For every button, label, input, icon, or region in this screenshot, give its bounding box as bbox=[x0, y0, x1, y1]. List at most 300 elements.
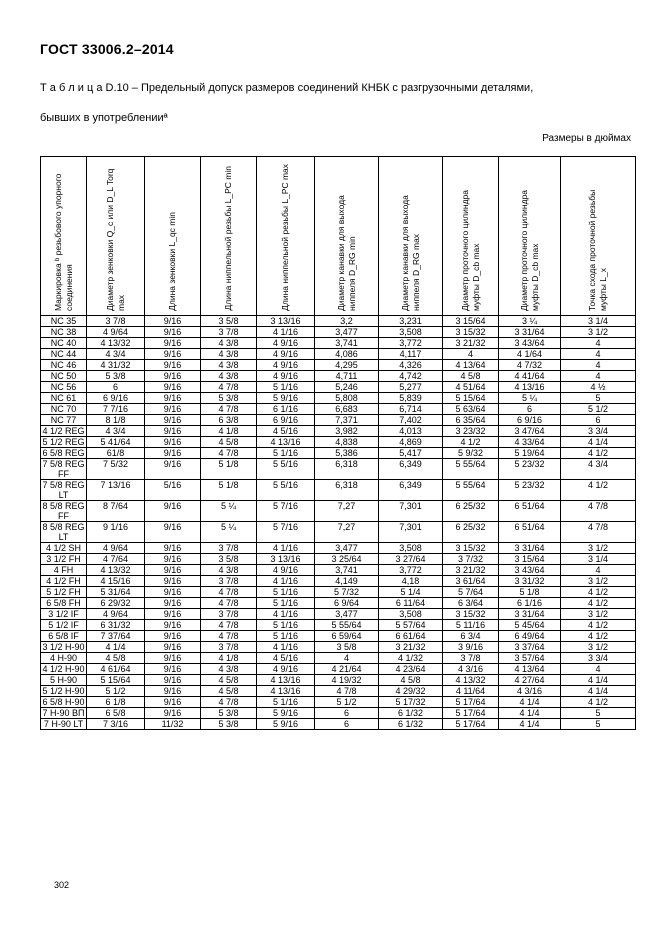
table-body bbox=[41, 316, 636, 730]
tolerance-table bbox=[40, 156, 636, 730]
table-cell: 5 3/8 bbox=[201, 393, 257, 404]
table-cell: 4 13/16 bbox=[257, 675, 315, 686]
table-cell: 4 7/8 bbox=[201, 448, 257, 459]
table-cell: 4,149 bbox=[315, 576, 379, 587]
table-cell: 3,772 bbox=[379, 565, 443, 576]
table-cell: 3 23/32 bbox=[443, 426, 499, 437]
table-cell: 4 5/16 bbox=[257, 653, 315, 664]
table-cell: 5 7/64 bbox=[443, 587, 499, 598]
table-cell: 3 15/32 bbox=[443, 609, 499, 620]
table-cell: 6 9/16 bbox=[499, 415, 561, 426]
row-label: 5 1/2 REG bbox=[42, 437, 85, 447]
table-cell: 5 1/16 bbox=[257, 587, 315, 598]
table-cell: 3 5/8 bbox=[315, 642, 379, 653]
row-label: 4 1/2 SH bbox=[41, 543, 87, 554]
table-cell: 5 31/64 bbox=[87, 587, 145, 598]
table-cell: 4 1/8 bbox=[201, 653, 257, 664]
row-label: 7 5/8 REG LT bbox=[42, 480, 85, 500]
table-cell: 3 1/2 bbox=[561, 576, 636, 587]
table-cell: 6 9/16 bbox=[87, 393, 145, 404]
table-cell: 6 51/64 bbox=[499, 522, 561, 543]
column-header-label: Маркировка ᵇ резьбового упорного соединения bbox=[52, 173, 74, 311]
table-cell: 4 15/16 bbox=[87, 576, 145, 587]
row-label: 5 1/2 IF bbox=[41, 620, 87, 631]
page-number: 302 bbox=[54, 880, 70, 890]
table-cell: 3,2 bbox=[315, 316, 379, 327]
table-cell: 3 7/8 bbox=[201, 609, 257, 620]
table-cell: 4,117 bbox=[379, 349, 443, 360]
table-row bbox=[41, 642, 636, 653]
table-cell: 6 3/8 bbox=[201, 415, 257, 426]
row-label: 6 5/8 IF bbox=[41, 631, 87, 642]
table-cell: 3 15/32 bbox=[443, 327, 499, 338]
table-cell: 5,839 bbox=[379, 393, 443, 404]
table-cell: 3 57/64 bbox=[499, 653, 561, 664]
caption-line-2: бывших в употребленииª bbox=[40, 112, 168, 124]
table-cell: 4,838 bbox=[315, 437, 379, 448]
caption-line-1: Т а б л и ц а D.10 – Предельный допуск размеров соединений КНБК с разгрузочными деталями, bbox=[40, 82, 534, 94]
row-label: 4 1/2 H-90 bbox=[42, 664, 85, 674]
table-row bbox=[41, 554, 636, 565]
row-label: 3 1/2 FH bbox=[41, 554, 87, 565]
row-label: 6 5/8 REG bbox=[42, 448, 85, 458]
table-cell: 7,27 bbox=[315, 522, 379, 543]
table-cell: 4 9/64 bbox=[87, 327, 145, 338]
table-cell: 6 3/4 bbox=[443, 631, 499, 642]
table-cell: 6,318 bbox=[315, 480, 379, 501]
table-cell: 4 1/16 bbox=[257, 576, 315, 587]
table-cell: 4 5/16 bbox=[257, 426, 315, 437]
table-cell: 9/16 bbox=[145, 459, 201, 480]
table-cell: 9/16 bbox=[145, 327, 201, 338]
table-cell: 9 1/16 bbox=[87, 522, 145, 543]
table-row bbox=[41, 653, 636, 664]
table-cell: 3 43/64 bbox=[499, 565, 561, 576]
table-cell: 4 bbox=[561, 338, 636, 349]
table-cell: 3,231 bbox=[379, 316, 443, 327]
table-cell: 8 7/64 bbox=[87, 501, 145, 522]
row-label: 3 1/2 IF bbox=[41, 609, 87, 620]
table-cell: 5,808 bbox=[315, 393, 379, 404]
table-cell: 3 1/4 bbox=[561, 554, 636, 565]
table-cell: 4 5/8 bbox=[87, 653, 145, 664]
table-cell: 4 21/64 bbox=[315, 664, 379, 675]
row-label: NC 38 bbox=[41, 327, 87, 338]
table-cell: 4 1/4 bbox=[499, 708, 561, 719]
table-cell: 4 9/16 bbox=[257, 664, 315, 675]
table-cell: 4 7/8 bbox=[201, 382, 257, 393]
column-header-label: Диаметр проточного цилиндра муфты D_cb max bbox=[518, 190, 540, 311]
table-cell: 4 9/64 bbox=[87, 543, 145, 554]
table-cell: 5 55/64 bbox=[315, 620, 379, 631]
table-cell: 3,508 bbox=[379, 327, 443, 338]
column-header-label: Длина ниппельной резьбы L_PC max bbox=[280, 164, 290, 311]
row-label: 8 5/8 REG FF bbox=[42, 501, 85, 521]
table-row bbox=[41, 697, 636, 708]
table-row bbox=[41, 382, 636, 393]
row-label: NC 44 bbox=[41, 349, 87, 360]
table-cell: 3 3/4 bbox=[561, 653, 636, 664]
table-cell: 6 25/32 bbox=[443, 501, 499, 522]
table-cell: 9/16 bbox=[145, 697, 201, 708]
table-cell: 6 9/16 bbox=[257, 415, 315, 426]
table-cell: 5 1/8 bbox=[201, 480, 257, 501]
table-cell: 5 ¼ bbox=[499, 393, 561, 404]
table-cell: 5 bbox=[561, 393, 636, 404]
table-row bbox=[41, 675, 636, 686]
table-cell: 9/16 bbox=[145, 404, 201, 415]
table-row bbox=[41, 598, 636, 609]
table-cell: 3 43/64 bbox=[499, 338, 561, 349]
table-cell: 3 31/64 bbox=[499, 327, 561, 338]
table-cell: 4 13/64 bbox=[499, 664, 561, 675]
row-label: 8 5/8 REG LT bbox=[42, 522, 85, 542]
table-cell: 9/16 bbox=[145, 642, 201, 653]
table-cell: 6 1/8 bbox=[87, 697, 145, 708]
table-cell: 3 1/2 bbox=[561, 543, 636, 554]
document-code: ГОСТ 33006.2–2014 bbox=[40, 41, 174, 57]
table-cell: 5 55/64 bbox=[443, 480, 499, 501]
table-row bbox=[41, 620, 636, 631]
table-cell: 4 1/2 bbox=[443, 437, 499, 448]
units-note: Размеры в дюймах bbox=[542, 133, 631, 144]
table-cell: 4 7/32 bbox=[499, 360, 561, 371]
table-cell: 3,741 bbox=[315, 565, 379, 576]
table-cell: 6 1/16 bbox=[257, 404, 315, 415]
table-cell: 5 23/32 bbox=[499, 459, 561, 480]
table-cell: 4,711 bbox=[315, 371, 379, 382]
table-row bbox=[41, 327, 636, 338]
table-cell: 3 ¼ bbox=[499, 316, 561, 327]
table-cell: 9/16 bbox=[145, 360, 201, 371]
table-cell: 4 13/32 bbox=[87, 565, 145, 576]
table-cell: 4 7/8 bbox=[561, 522, 636, 543]
row-label: 6 5/8 FH bbox=[41, 598, 87, 609]
table-row bbox=[41, 404, 636, 415]
table-cell: 7 7/16 bbox=[87, 404, 145, 415]
column-header-label: Точка схода проточной резьбы муфты L_x bbox=[587, 189, 608, 311]
table-cell: 4 7/8 bbox=[201, 598, 257, 609]
table-cell: 5 1/16 bbox=[257, 620, 315, 631]
table-cell: 5 1/2 bbox=[87, 686, 145, 697]
table-cell: 4 7/8 bbox=[201, 587, 257, 598]
table-row bbox=[41, 609, 636, 620]
table-cell: 9/16 bbox=[145, 565, 201, 576]
row-label: NC 77 bbox=[41, 415, 87, 426]
table-cell: 4 3/8 bbox=[201, 565, 257, 576]
table-cell: 5 9/16 bbox=[257, 393, 315, 404]
table-cell: 4,326 bbox=[379, 360, 443, 371]
table-cell: 4 29/32 bbox=[379, 686, 443, 697]
table-cell: 9/16 bbox=[145, 609, 201, 620]
column-header bbox=[201, 157, 257, 316]
table-cell: 3 1/2 bbox=[561, 642, 636, 653]
row-label: 4 1/2 FH bbox=[41, 576, 87, 587]
table-cell: 9/16 bbox=[145, 686, 201, 697]
table-cell: 6 bbox=[499, 404, 561, 415]
column-header bbox=[379, 157, 443, 316]
column-header bbox=[257, 157, 315, 316]
table-cell: 3 61/64 bbox=[443, 576, 499, 587]
table-cell: 4 19/32 bbox=[315, 675, 379, 686]
table-cell: 4 13/32 bbox=[443, 675, 499, 686]
table-cell: 6 1/32 bbox=[379, 708, 443, 719]
table-cell: 4 1/2 bbox=[561, 598, 636, 609]
row-label: 5 1/2 H-90 bbox=[42, 686, 85, 696]
table-cell: 5 5/16 bbox=[257, 480, 315, 501]
table-cell: 6 59/64 bbox=[315, 631, 379, 642]
table-cell: 5 3/8 bbox=[201, 708, 257, 719]
table-cell: 4 13/32 bbox=[87, 338, 145, 349]
table-cell: 4 bbox=[561, 565, 636, 576]
table-cell: 4 9/16 bbox=[257, 360, 315, 371]
table-cell: 4 7/8 bbox=[201, 620, 257, 631]
table-row bbox=[41, 480, 636, 501]
table-cell: 9/16 bbox=[145, 675, 201, 686]
table-cell: 9/16 bbox=[145, 349, 201, 360]
table-cell: 9/16 bbox=[145, 338, 201, 349]
table-cell: 4 3/8 bbox=[201, 360, 257, 371]
table-cell: 4 3/8 bbox=[201, 338, 257, 349]
table-cell: 3 1/2 bbox=[561, 327, 636, 338]
table-cell: 4 1/16 bbox=[257, 642, 315, 653]
table-cell: 7 37/64 bbox=[87, 631, 145, 642]
table-row bbox=[41, 393, 636, 404]
table-cell: 4 1/2 bbox=[561, 620, 636, 631]
table-cell: 4 3/16 bbox=[499, 686, 561, 697]
table-cell: 5 5/16 bbox=[257, 459, 315, 480]
table-cell: 3 9/16 bbox=[443, 642, 499, 653]
column-header bbox=[499, 157, 561, 316]
column-header-label: Диаметр зенковки Q_c или D_L Torq max bbox=[104, 168, 126, 311]
table-row bbox=[41, 664, 636, 675]
table-cell: 9/16 bbox=[145, 554, 201, 565]
table-cell: 4 13/64 bbox=[443, 360, 499, 371]
table-cell: 4 9/16 bbox=[257, 338, 315, 349]
table-row bbox=[41, 686, 636, 697]
table-row bbox=[41, 448, 636, 459]
table-cell: 5,246 bbox=[315, 382, 379, 393]
table-cell: 5 17/32 bbox=[379, 697, 443, 708]
table-cell: 3 31/32 bbox=[499, 576, 561, 587]
table-cell: 5 1/16 bbox=[257, 631, 315, 642]
table-row bbox=[41, 371, 636, 382]
table-cell: 4 1/8 bbox=[201, 426, 257, 437]
column-header-label: Диаметр проточного цилиндра муфты D_cb max bbox=[459, 190, 481, 311]
table-cell: 5 45/64 bbox=[499, 620, 561, 631]
table-cell: 6 1/32 bbox=[379, 719, 443, 730]
table-cell: 4 ½ bbox=[561, 382, 636, 393]
table-cell: 6 bbox=[561, 415, 636, 426]
table-row bbox=[41, 501, 636, 522]
table-cell: 4 9/16 bbox=[257, 371, 315, 382]
table-cell: 4 3/8 bbox=[201, 349, 257, 360]
table-cell: 7 5/32 bbox=[87, 459, 145, 480]
table-cell: 3,477 bbox=[315, 609, 379, 620]
table-cell: 4 3/16 bbox=[443, 664, 499, 675]
table-cell: 7,27 bbox=[315, 501, 379, 522]
row-label: NC 61 bbox=[41, 393, 87, 404]
table-cell: 8 1/8 bbox=[87, 415, 145, 426]
table-cell: 5 19/64 bbox=[499, 448, 561, 459]
table-cell: 7,371 bbox=[315, 415, 379, 426]
table-row bbox=[41, 631, 636, 642]
table-cell: 4 1/4 bbox=[87, 642, 145, 653]
table-cell: 9/16 bbox=[145, 382, 201, 393]
table-cell: 5 9/16 bbox=[257, 708, 315, 719]
table-cell: 6,349 bbox=[379, 480, 443, 501]
table-cell: 5 1/2 bbox=[315, 697, 379, 708]
table-cell: 7,402 bbox=[379, 415, 443, 426]
row-label: 4 H-90 bbox=[41, 653, 87, 664]
table-row bbox=[41, 587, 636, 598]
table-cell: 9/16 bbox=[145, 426, 201, 437]
table-cell: 4 5/8 bbox=[443, 371, 499, 382]
table-cell: 3 27/64 bbox=[379, 554, 443, 565]
table-cell: 4 13/16 bbox=[257, 437, 315, 448]
table-cell: 4,086 bbox=[315, 349, 379, 360]
table-cell: 3 15/32 bbox=[443, 543, 499, 554]
table-cell: 9/16 bbox=[145, 448, 201, 459]
table-cell: 6 1/16 bbox=[499, 598, 561, 609]
table-cell: 4 1/4 bbox=[561, 437, 636, 448]
column-header bbox=[87, 157, 145, 316]
table-cell: 3 7/8 bbox=[201, 327, 257, 338]
table-cell: 4 1/16 bbox=[257, 543, 315, 554]
table-cell: 3,982 bbox=[315, 426, 379, 437]
table-cell: 3 7/8 bbox=[201, 642, 257, 653]
table-cell: 4,742 bbox=[379, 371, 443, 382]
table-cell: 4 3/4 bbox=[87, 426, 145, 437]
table-cell: 4 7/8 bbox=[561, 501, 636, 522]
table-cell: 7 3/16 bbox=[87, 719, 145, 730]
table-cell: 3 7/8 bbox=[201, 576, 257, 587]
table-cell: 5,386 bbox=[315, 448, 379, 459]
table-cell: 4 23/64 bbox=[379, 664, 443, 675]
table-cell: 3 21/32 bbox=[443, 565, 499, 576]
table-cell: 3 15/64 bbox=[499, 554, 561, 565]
table-cell: 4 3/4 bbox=[87, 349, 145, 360]
row-label: NC 35 bbox=[41, 316, 87, 327]
table-cell: 3,508 bbox=[379, 609, 443, 620]
table-cell: 4 1/4 bbox=[561, 686, 636, 697]
column-header bbox=[561, 157, 636, 316]
table-cell: 4 1/2 bbox=[561, 480, 636, 501]
table-cell: 4 41/64 bbox=[499, 371, 561, 382]
table-cell: 6 61/64 bbox=[379, 631, 443, 642]
table-cell: 6 bbox=[315, 708, 379, 719]
table-cell: 5 7/16 bbox=[257, 501, 315, 522]
table-cell: 4 9/64 bbox=[87, 609, 145, 620]
table-cell: 4 5/8 bbox=[379, 675, 443, 686]
table-cell: 3 15/64 bbox=[443, 316, 499, 327]
table-cell: 9/16 bbox=[145, 415, 201, 426]
table-cell: 5 57/64 bbox=[379, 620, 443, 631]
table-cell: 11/32 bbox=[145, 719, 201, 730]
table-cell: 5 1/16 bbox=[257, 598, 315, 609]
table-cell: 3,772 bbox=[379, 338, 443, 349]
table-cell: 4 1/32 bbox=[379, 653, 443, 664]
table-cell: 5 11/16 bbox=[443, 620, 499, 631]
table-cell: 4 7/64 bbox=[87, 554, 145, 565]
table-cell: 4 1/2 bbox=[561, 587, 636, 598]
table-cell: 4 bbox=[561, 664, 636, 675]
row-label: 7 H-90 LT bbox=[41, 719, 87, 730]
table-cell: 5 1/16 bbox=[257, 448, 315, 459]
table-cell: 5 17/64 bbox=[443, 708, 499, 719]
table-cell: 3 7/8 bbox=[443, 653, 499, 664]
table-cell: 4,013 bbox=[379, 426, 443, 437]
table-cell: 6 49/64 bbox=[499, 631, 561, 642]
table-cell: 4 bbox=[561, 349, 636, 360]
table-cell: 6 31/32 bbox=[87, 620, 145, 631]
table-cell: 4 61/64 bbox=[87, 664, 145, 675]
table-cell: 61/8 bbox=[87, 448, 145, 459]
table-cell: 4 33/64 bbox=[499, 437, 561, 448]
table-cell: 4 3/4 bbox=[561, 459, 636, 480]
table-cell: 5 1/4 bbox=[379, 587, 443, 598]
table-cell: 3 5/8 bbox=[201, 316, 257, 327]
table-cell: 5 15/64 bbox=[87, 675, 145, 686]
table-cell: 3 21/32 bbox=[443, 338, 499, 349]
table-cell: 5 15/64 bbox=[443, 393, 499, 404]
table-cell: 5 41/64 bbox=[87, 437, 145, 448]
table-cell: 4 5/8 bbox=[201, 437, 257, 448]
table-cell: 3 7/8 bbox=[87, 316, 145, 327]
row-label: 4 FH bbox=[41, 565, 87, 576]
column-header bbox=[41, 157, 87, 316]
table-row bbox=[41, 360, 636, 371]
row-label: 5 1/2 FH bbox=[41, 587, 87, 598]
table-cell: 9/16 bbox=[145, 708, 201, 719]
table-cell: 5 1/16 bbox=[257, 382, 315, 393]
table-cell: 5 1/16 bbox=[257, 697, 315, 708]
table-cell: 5 9/16 bbox=[257, 719, 315, 730]
table-cell: 9/16 bbox=[145, 653, 201, 664]
table-cell: 3 1/4 bbox=[561, 316, 636, 327]
table-cell: 3 31/64 bbox=[499, 609, 561, 620]
table-cell: 5 7/32 bbox=[315, 587, 379, 598]
table-cell: 4 1/16 bbox=[257, 609, 315, 620]
table-cell: 3 21/32 bbox=[379, 642, 443, 653]
table-cell: 3 13/16 bbox=[257, 316, 315, 327]
table-cell: 5 3/8 bbox=[87, 371, 145, 382]
table-cell: 5/16 bbox=[145, 480, 201, 501]
table-row bbox=[41, 459, 636, 480]
table-cell: 4 1/4 bbox=[499, 719, 561, 730]
table-cell: 3,477 bbox=[315, 543, 379, 554]
table-cell: 5 9/32 bbox=[443, 448, 499, 459]
table-cell: 6 51/64 bbox=[499, 501, 561, 522]
table-cell: 5 bbox=[561, 708, 636, 719]
table-cell: 5 ¼ bbox=[201, 522, 257, 543]
table-cell: 6,714 bbox=[379, 404, 443, 415]
table-cell: 9/16 bbox=[145, 522, 201, 543]
table-row bbox=[41, 349, 636, 360]
table-cell: 4 13/16 bbox=[499, 382, 561, 393]
table-cell: 3,508 bbox=[379, 543, 443, 554]
table-cell: 4 1/16 bbox=[257, 327, 315, 338]
row-label: NC 40 bbox=[41, 338, 87, 349]
column-header-label: Длина ниппельной резьбы L_PC min bbox=[223, 166, 233, 311]
table-cell: 3,477 bbox=[315, 327, 379, 338]
table-cell: 6,349 bbox=[379, 459, 443, 480]
table-cell: 9/16 bbox=[145, 371, 201, 382]
table-cell: 6 11/64 bbox=[379, 598, 443, 609]
table-cell: 4 7/8 bbox=[315, 686, 379, 697]
table-cell: 5,417 bbox=[379, 448, 443, 459]
table-cell: 9/16 bbox=[145, 437, 201, 448]
